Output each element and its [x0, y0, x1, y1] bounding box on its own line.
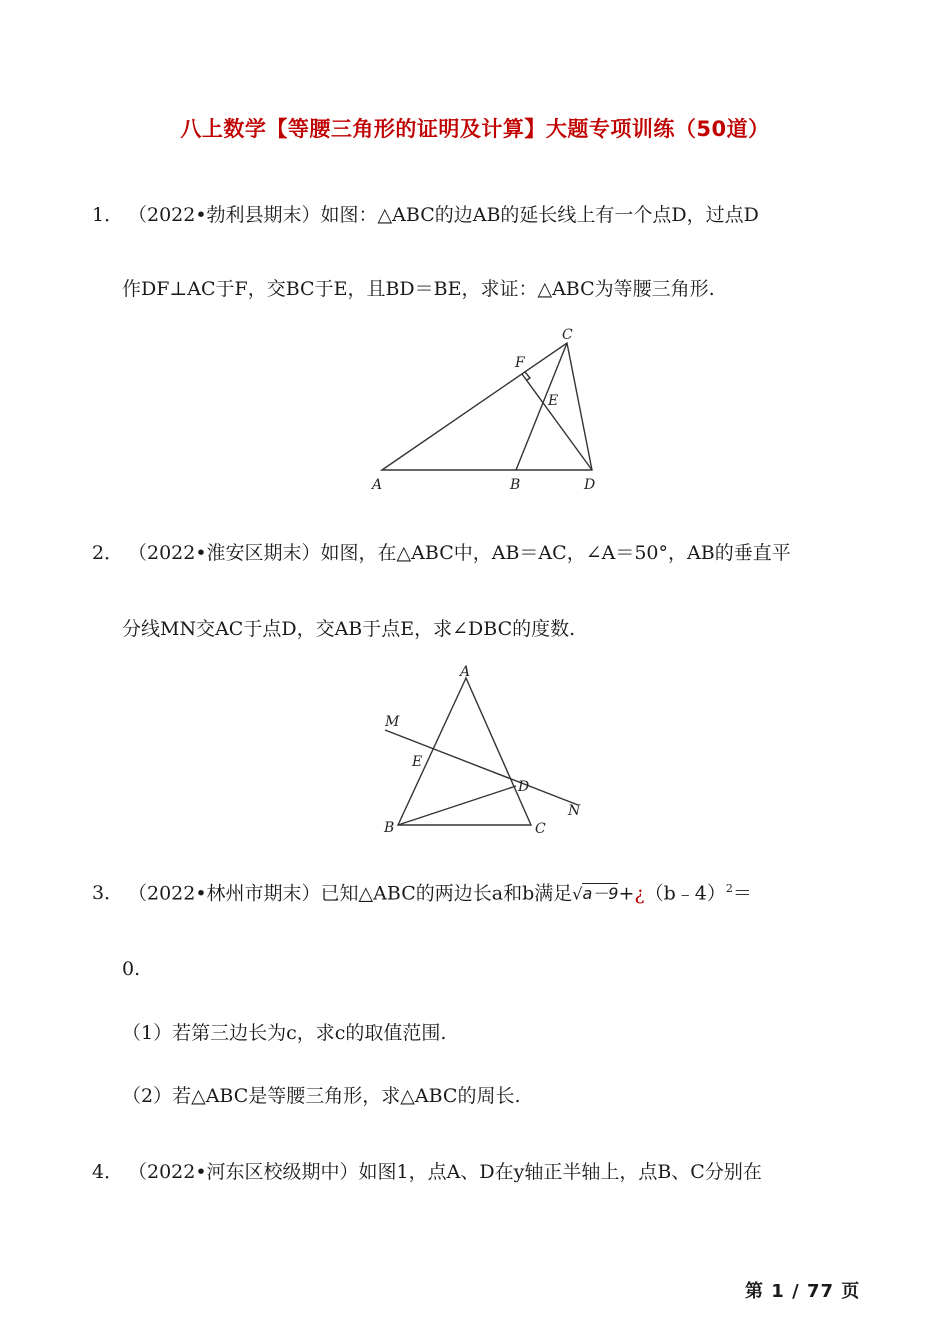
label-a: A: [372, 477, 383, 493]
label-a: A: [460, 664, 471, 680]
question-text: （2022•河东区校级期中）如图1，点A、D在y轴正半轴上，点B、C分别在: [128, 1161, 762, 1183]
sqrt-expression: [572, 883, 618, 903]
label-c: C: [562, 327, 573, 343]
question-number: 2．: [92, 542, 124, 564]
label-m: M: [385, 714, 400, 730]
exponent: 2: [725, 882, 733, 895]
sqrt-content: a－9: [582, 884, 619, 904]
page-title: 八上数学【等腰三角形的证明及计算】大题专项训练（50道）: [180, 117, 770, 141]
question-3-line-2: 0.: [122, 958, 141, 980]
figure-2: [375, 660, 595, 840]
page-footer: [745, 1277, 860, 1303]
question-number: 4．: [92, 1161, 124, 1183]
question-4-line-1: [92, 1161, 762, 1184]
odd-char: ¿: [634, 882, 645, 905]
triangle-abc: [382, 343, 592, 470]
question-text: （2022•林州市期末）已知△ABC的两边长a和b满足: [128, 882, 573, 905]
question-3-sub-2: （2）若△ABC是等腰三角形，求△ABC的周长.: [122, 1085, 521, 1107]
page-prefix: 第: [745, 1281, 764, 1302]
label-e: E: [412, 754, 423, 770]
figure-1: [370, 325, 610, 495]
question-1-line-1: [92, 204, 759, 227]
segment-df: [522, 374, 592, 470]
label-b: B: [510, 477, 521, 493]
question-text: （2022•勃利县期末）如图：△ABC的边AB的延长线上有一个点D，过点D: [128, 204, 759, 226]
segment-bd: [398, 786, 516, 825]
sqrt-sign: √: [572, 884, 583, 904]
label-n: N: [568, 803, 581, 819]
question-text-cont: （b﹣4）: [644, 882, 726, 905]
page-suffix: 页: [841, 1281, 861, 1302]
question-number: 1．: [92, 204, 124, 226]
label-e: E: [548, 393, 559, 409]
plus-sign: +: [618, 882, 635, 905]
question-3-sub-1: （1）若第三边长为c，求c的取值范围.: [122, 1022, 447, 1044]
question-2-line-1: [92, 542, 791, 565]
page-number: 1: [771, 1281, 785, 1302]
label-b: B: [384, 820, 395, 836]
page-separator: /: [792, 1281, 800, 1302]
label-d: D: [584, 477, 596, 493]
question-3-line-1: [92, 882, 752, 905]
equals-sign: ＝: [732, 882, 752, 905]
question-number: 3．: [92, 882, 124, 905]
page-total: 77: [806, 1281, 835, 1302]
question-2-line-2: 分线MN交AC于点D，交AB于点E，求∠DBC的度数.: [122, 618, 576, 640]
label-f: F: [515, 355, 525, 371]
label-d: D: [518, 779, 530, 795]
question-1-line-2: 作DF⊥AC于F，交BC于E，且BD＝BE，求证：△ABC为等腰三角形.: [122, 278, 715, 300]
label-c: C: [535, 821, 546, 837]
question-text: （2022•淮安区期末）如图，在△ABC中，AB＝AC，∠A＝50°，AB的垂直平: [128, 542, 791, 564]
